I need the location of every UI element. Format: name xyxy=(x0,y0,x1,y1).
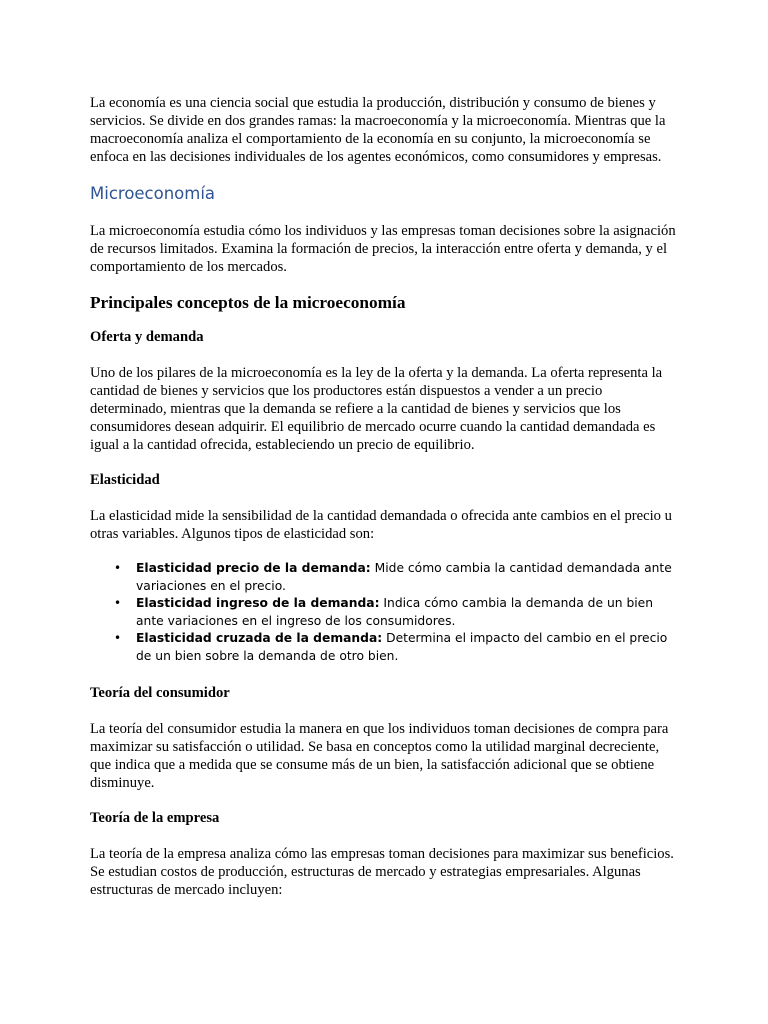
list-item-text: Determina el impacto del cambio en el precio de un bien sobre la demanda de otro bien. xyxy=(136,631,668,663)
teoria-empresa-paragraph: La teoría de la empresa analiza cómo las empresas toman decisiones para maximizar sus beneficios. Se estudian costos de producción, estructuras de mercado y estrategias empresariales. Algunas estructuras de mercado incluyen: xyxy=(90,846,674,898)
list-item-text: Mide cómo cambia la cantidad demandada ante variaciones en el precio. xyxy=(136,561,672,593)
list-item xyxy=(90,560,678,595)
elasticidad-paragraph: La elasticidad mide la sensibilidad de la cantidad demandada o ofrecida ante cambios en el precio u otras variables. Algunos tipos de elasticidad son: xyxy=(90,508,672,542)
microeconomia-paragraph: La microeconomía estudia cómo los individuos y las empresas toman decisiones sobre la asignación de recursos limitados. Examina la formación de precios, la interacción entre oferta y demanda, y el comportamiento de los mercados. xyxy=(90,223,676,275)
elasticidad-heading: Elasticidad xyxy=(90,472,160,488)
teoria-consumidor-heading: Teoría del consumidor xyxy=(90,685,230,701)
microeconomia-heading: Microeconomía xyxy=(90,184,216,203)
principales-conceptos-heading: Principales conceptos de la microeconomía xyxy=(90,293,406,312)
elasticidad-list xyxy=(90,560,678,665)
teoria-empresa-heading: Teoría de la empresa xyxy=(90,810,220,826)
bullet-icon: • xyxy=(114,596,122,610)
oferta-demanda-paragraph: Uno de los pilares de la microeconomía es la ley de la oferta y la demanda. La oferta representa la cantidad de bienes y servicios que los productores están dispuestos a vender a un precio determinado, mientras que la demanda se refiere a la cantidad de bienes y servicios que los consumidores desean adquirir. El equilibrio de mercado ocurre cuando la cantidad demandada es igual a la cantidad ofrecida, estableciendo un precio de equilibrio. xyxy=(90,365,663,453)
list-item xyxy=(90,630,678,665)
bullet-icon: • xyxy=(114,561,122,575)
intro-paragraph: La economía es una ciencia social que estudia la producción, distribución y consumo de bienes y servicios. Se divide en dos grandes ramas: la macroeconomía y la microeconomía. Mientras que la macroeconomía analiza el comportamiento de la economía en su conjunto, la microeconomía se enfoca en las decisiones individuales de los agentes económicos, como consumidores y empresas. xyxy=(90,95,666,165)
bullet-icon: • xyxy=(114,631,122,645)
oferta-demanda-heading: Oferta y demanda xyxy=(90,329,204,345)
list-item-term: Elasticidad cruzada de la demanda: xyxy=(136,631,383,645)
list-item-text: Indica cómo cambia la demanda de un bien ante variaciones en el ingreso de los consumidores. xyxy=(136,596,654,628)
teoria-consumidor-paragraph: La teoría del consumidor estudia la manera en que los individuos toman decisiones de compra para maximizar su satisfacción o utilidad. Se basa en conceptos como la utilidad marginal decreciente, que indica que a medida que se consume más de un bien, la satisfacción adicional que se obtiene disminuye. xyxy=(90,721,669,791)
list-item-term: Elasticidad precio de la demanda: xyxy=(136,561,371,575)
document-page xyxy=(90,94,678,899)
list-item xyxy=(90,595,678,630)
list-item-term: Elasticidad ingreso de la demanda: xyxy=(136,596,380,610)
